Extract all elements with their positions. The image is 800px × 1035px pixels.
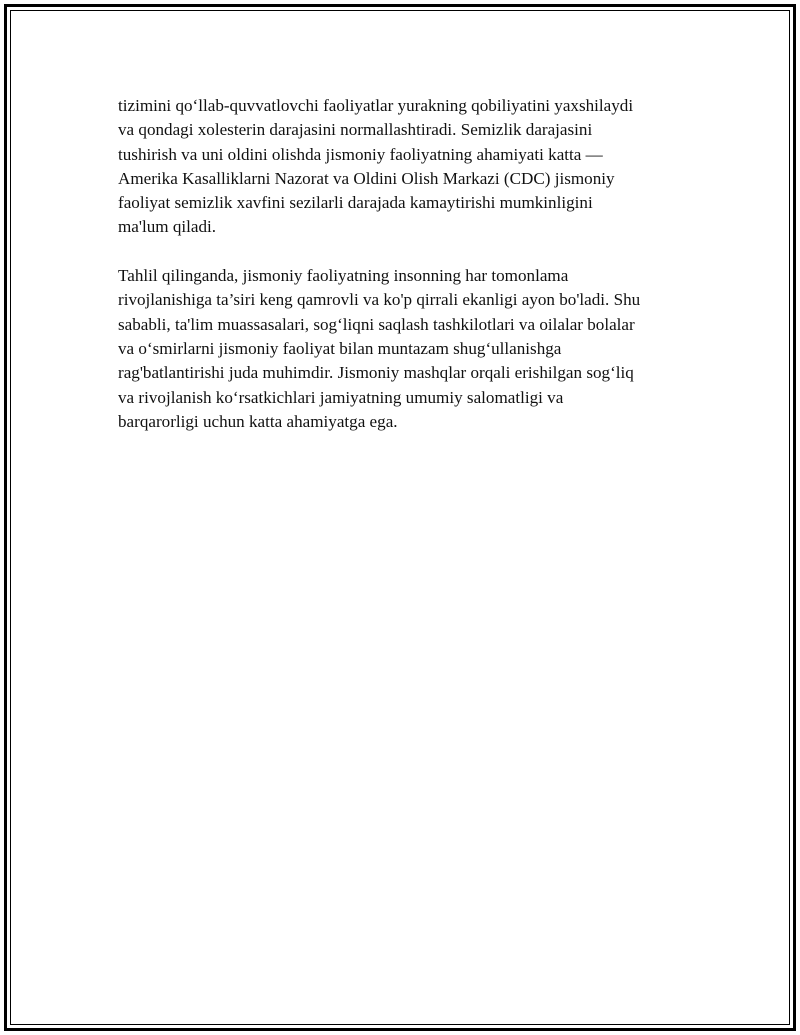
text-line: va rivojlanish ko‘rsatkichlari jamiyatning umumiy salomatligi va [118,387,564,407]
document-body [118,94,688,434]
text-line: Amerika Kasalliklarni Nazorat va Oldini Olish Markazi (CDC) jismoniy [118,168,615,188]
text-line: Tahlil qilinganda, jismoniy faoliyatning insonning har tomonlama [118,266,569,286]
paragraph-2 [118,264,688,434]
text-line: va qondagi xolesterin darajasini normallashtiradi. Semizlik darajasini [118,120,593,140]
text-line: rag'batlantirishi juda muhimdir. Jismoniy mashqlar orqali erishilgan sog‘liq [118,363,634,383]
paragraph-1 [118,94,688,240]
text-line: ma'lum qiladi. [118,217,217,237]
text-line: va o‘smirlarni jismoniy faoliyat bilan muntazam shug‘ullanishga [118,338,562,358]
text-line: faoliyat semizlik xavfini sezilarli darajada kamaytirishi mumkinligini [118,193,593,213]
text-line: sababli, ta'lim muassasalari, sog‘liqni saqlash tashkilotlari va oilalar bolalar [118,314,635,334]
text-line: tizimini qo‘llab-quvvatlovchi faoliyatlar yurakning qobiliyatini yaxshilaydi [118,96,634,115]
text-line: rivojlanishiga ta’siri keng qamrovli va ko'p qirrali ekanligi ayon bo'ladi. Shu [118,290,641,310]
text-line: tushirish va uni oldini olishda jismoniy faoliyatning ahamiyati katta — [118,144,603,164]
text-line: barqarorligi uchun katta ahamiyatga ega. [118,411,398,431]
